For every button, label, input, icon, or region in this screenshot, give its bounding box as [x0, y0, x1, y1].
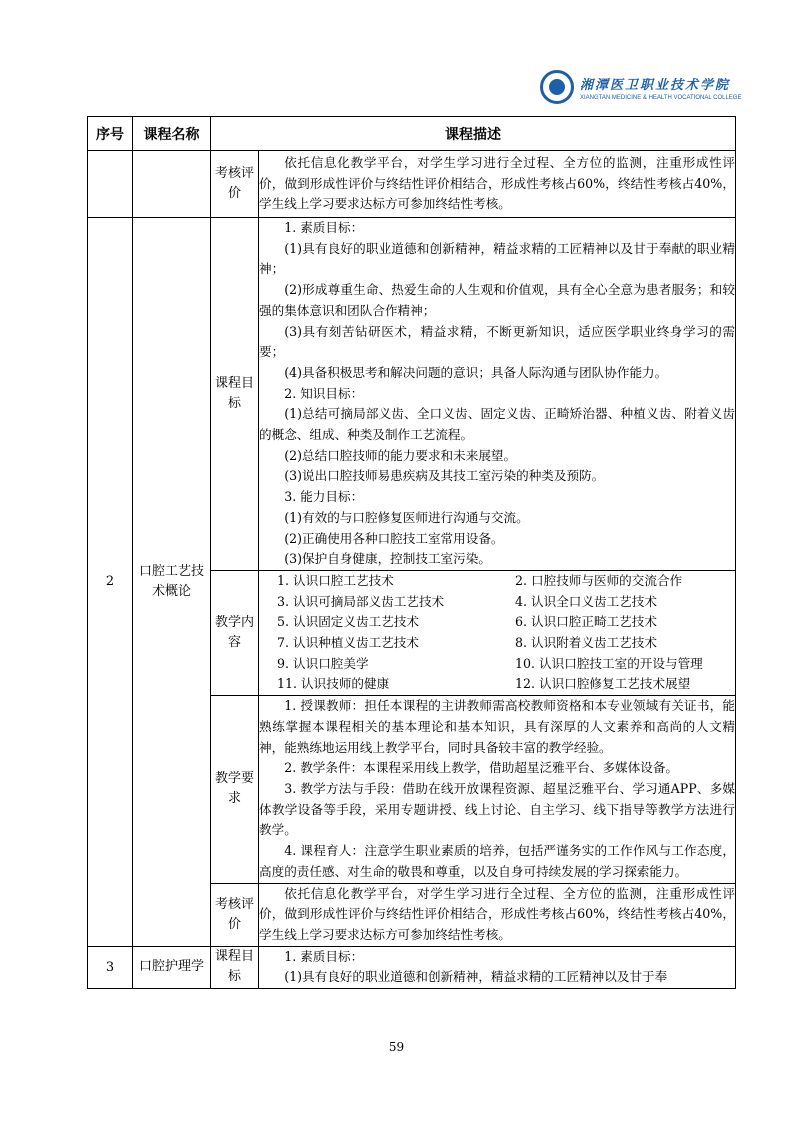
college-name-cn: 湘潭医卫职业技术学院: [580, 77, 731, 93]
sub-label-content: 教学内容: [211, 570, 259, 695]
paragraph: 3. 能力目标：: [284, 489, 364, 505]
content-item: 1. 认识口腔工艺技术: [277, 572, 394, 588]
paragraph: (4)具备积极思考和解决问题的意识；具备人际沟通与团队协作能力。: [284, 364, 668, 380]
course-requirements: [259, 696, 736, 883]
sub-label-eval: 考核评价: [211, 151, 259, 218]
table-header-row: [88, 117, 736, 151]
sub-label-requirements: 教学要求: [211, 696, 259, 883]
eval-text: 依托信息化教学平台，对学生学习进行全过程、全方位的监测，注重形成性评价，做到形成性评价与终结性评价相结合，形成性考核占60%，终结性考核占40%，学生线上学习要求达标方可参加终结性考核。: [259, 885, 735, 942]
paragraph: 3. 教学方法与手段：借助在线开放课程资源、超星泛雅平台、学习通APP、多媒体教学设备等手段，采用专题讲授、线上讨论、自主学习、线下指导等教学方法进行教学。: [259, 780, 735, 838]
content-item: 12. 认识口腔修复工艺技术展望: [515, 676, 691, 692]
paragraph: (3)具有刻苦钻研医术，精益求精，不断更新知识，适应医学职业终身学习的需要；: [259, 323, 735, 360]
eval-text: 依托信息化教学平台，对学生学习进行全过程、全方位的监测，注重形成性评价，做到形成性评价与终结性评价相结合，形成性考核占60%，终结性考核占40%，学生线上学习要求达标方可参加终结性考核。: [259, 154, 735, 212]
paragraph: 1. 素质目标：: [284, 948, 364, 964]
header-index: 序号: [88, 117, 133, 151]
sub-label-eval: 考核评价: [211, 883, 259, 946]
college-name-en: XIANGTAN MEDICINE & HEALTH VOCATIONAL COLLEGE: [580, 94, 742, 101]
content-item: 8. 认识附着义齿工艺技术: [515, 635, 657, 651]
paragraph: (2)总结口腔技师的能力要求和未来展望。: [284, 447, 517, 463]
content-item: 3. 认识可摘局部义齿工艺技术: [277, 593, 445, 609]
content-item: 4. 认识全口义齿工艺技术: [515, 593, 657, 609]
paragraph: 1. 素质目标：: [284, 220, 364, 235]
paragraph: 4. 课程育人：注意学生职业素质的培养，包括严谨务实的工作作风与工作态度，高度的责任感、对生命的敬畏和尊重，以及自身可持续发展的学习探索能力。: [259, 843, 735, 879]
course-goals: [259, 218, 736, 571]
page-number: 59: [388, 1040, 405, 1054]
paragraph: (1)具有良好的职业道德和创新精神，精益求精的工匠精神以及甘于奉献的职业精神；: [259, 240, 735, 277]
paragraph: 1. 授课教师：担任本课程的主讲教师需高校教师资格和本专业领域有关证书，能熟练掌握本课程相关的基本理论和基本知识，具有深厚的人文素养和高尚的人文精神，能熟练地运用线上教学平台，同时具备较丰富的教学经验。: [259, 698, 735, 755]
table-row: [88, 218, 736, 571]
content-item: 11. 认识技师的健康: [277, 676, 390, 692]
paragraph: (1)总结可摘局部义齿、全口义齿、固定义齿、正畸矫治器、种植义齿、附着义齿的概念、组成、种类及制作工艺流程。: [259, 406, 735, 443]
content-item: 5. 认识固定义齿工艺技术: [277, 614, 419, 630]
course-name: 口腔护理学: [133, 946, 211, 988]
paragraph: (1)具有良好的职业道德和创新精神，精益求精的工匠精神以及甘于奉: [284, 969, 668, 985]
paragraph: (2)形成尊重生命、热爱生命的人生观和价值观，具有全心全意为患者服务；和较强的集体意识和团队合作精神；: [259, 282, 735, 318]
paragraph: (2)正确使用各种口腔技工室常用设备。: [284, 530, 504, 546]
table-row: [88, 151, 736, 218]
course-number: 3: [88, 946, 133, 988]
paragraph: 2. 知识目标：: [284, 385, 364, 401]
content-item: 2. 口腔技师与医师的交流合作: [515, 572, 683, 588]
sub-label-goals: 课程目标: [211, 946, 259, 988]
content-grid: [259, 571, 735, 695]
course-table: [87, 116, 736, 989]
college-seal-icon: [540, 70, 574, 104]
paragraph: (1)有效的与口腔修复医师进行沟通与交流。: [284, 509, 529, 525]
header-course-name: 课程名称: [133, 117, 211, 151]
paragraph: 2. 教学条件：本课程采用线上教学，借助超星泛雅平台、多媒体设备。: [284, 760, 679, 776]
content-item: 7. 认识种植义齿工艺技术: [277, 635, 419, 651]
sub-label-goals: 课程目标: [211, 218, 259, 571]
college-logo: [540, 70, 741, 104]
paragraph: (3)说出口腔技师易患疾病及其技工室污染的种类及预防。: [284, 468, 605, 484]
content-item: 6. 认识口腔正畸工艺技术: [515, 614, 657, 630]
paragraph: (3)保护自身健康，控制技工室污染。: [284, 551, 491, 567]
course-name: 口腔工艺技术概论: [133, 218, 211, 947]
table-row: [88, 946, 736, 988]
course-number: 2: [88, 218, 133, 947]
content-item: 9. 认识口腔美学: [277, 655, 369, 671]
content-item: 10. 认识口腔技工室的开设与管理: [515, 655, 703, 671]
header-course-desc: 课程描述: [211, 117, 736, 151]
course-goals: [259, 946, 736, 988]
